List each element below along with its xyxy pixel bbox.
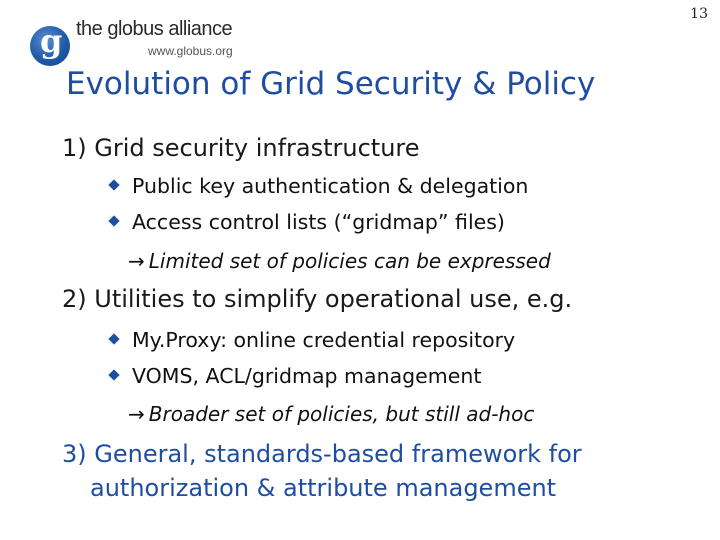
right-arrow-icon: → — [128, 249, 145, 273]
logo-url: www.globus.org — [148, 44, 233, 58]
slide-title: Evolution of Grid Security & Policy — [66, 66, 596, 102]
right-arrow-icon: → — [128, 402, 145, 426]
diamond-bullet-icon — [108, 333, 119, 344]
bullet-item — [110, 364, 481, 388]
diamond-bullet-icon — [108, 179, 119, 190]
bullet-text: Public key authentication & delegation — [132, 174, 529, 198]
note-text: Limited set of policies can be expressed — [148, 249, 551, 273]
bullet-text: My.Proxy: online credential repository — [132, 328, 516, 352]
section-3-heading-line1: 3) General, standards-based framework for — [62, 440, 582, 468]
diamond-bullet-icon — [108, 369, 119, 380]
logo-name: the globus alliance — [76, 18, 233, 40]
section-3-heading-line2: authorization & attribute management — [90, 474, 557, 502]
diamond-bullet-icon — [108, 215, 119, 226]
section-2-heading: 2) Utilities to simplify operational use, e.g. — [62, 285, 573, 313]
globus-logo — [26, 14, 246, 74]
section-2-note — [128, 402, 534, 426]
logo-letter: g — [40, 22, 63, 60]
bullet-text: VOMS, ACL/gridmap management — [132, 364, 482, 388]
section-1-note — [128, 249, 551, 273]
bullet-item — [110, 210, 505, 234]
bullet-text: Access control lists (“gridmap” files) — [132, 210, 505, 234]
slide-number: 13 — [690, 6, 708, 22]
note-text: Broader set of policies, but still ad-hoc — [148, 402, 535, 426]
bullet-item — [110, 174, 528, 198]
section-1-heading: 1) Grid security infrastructure — [62, 134, 420, 162]
bullet-item — [110, 328, 515, 352]
